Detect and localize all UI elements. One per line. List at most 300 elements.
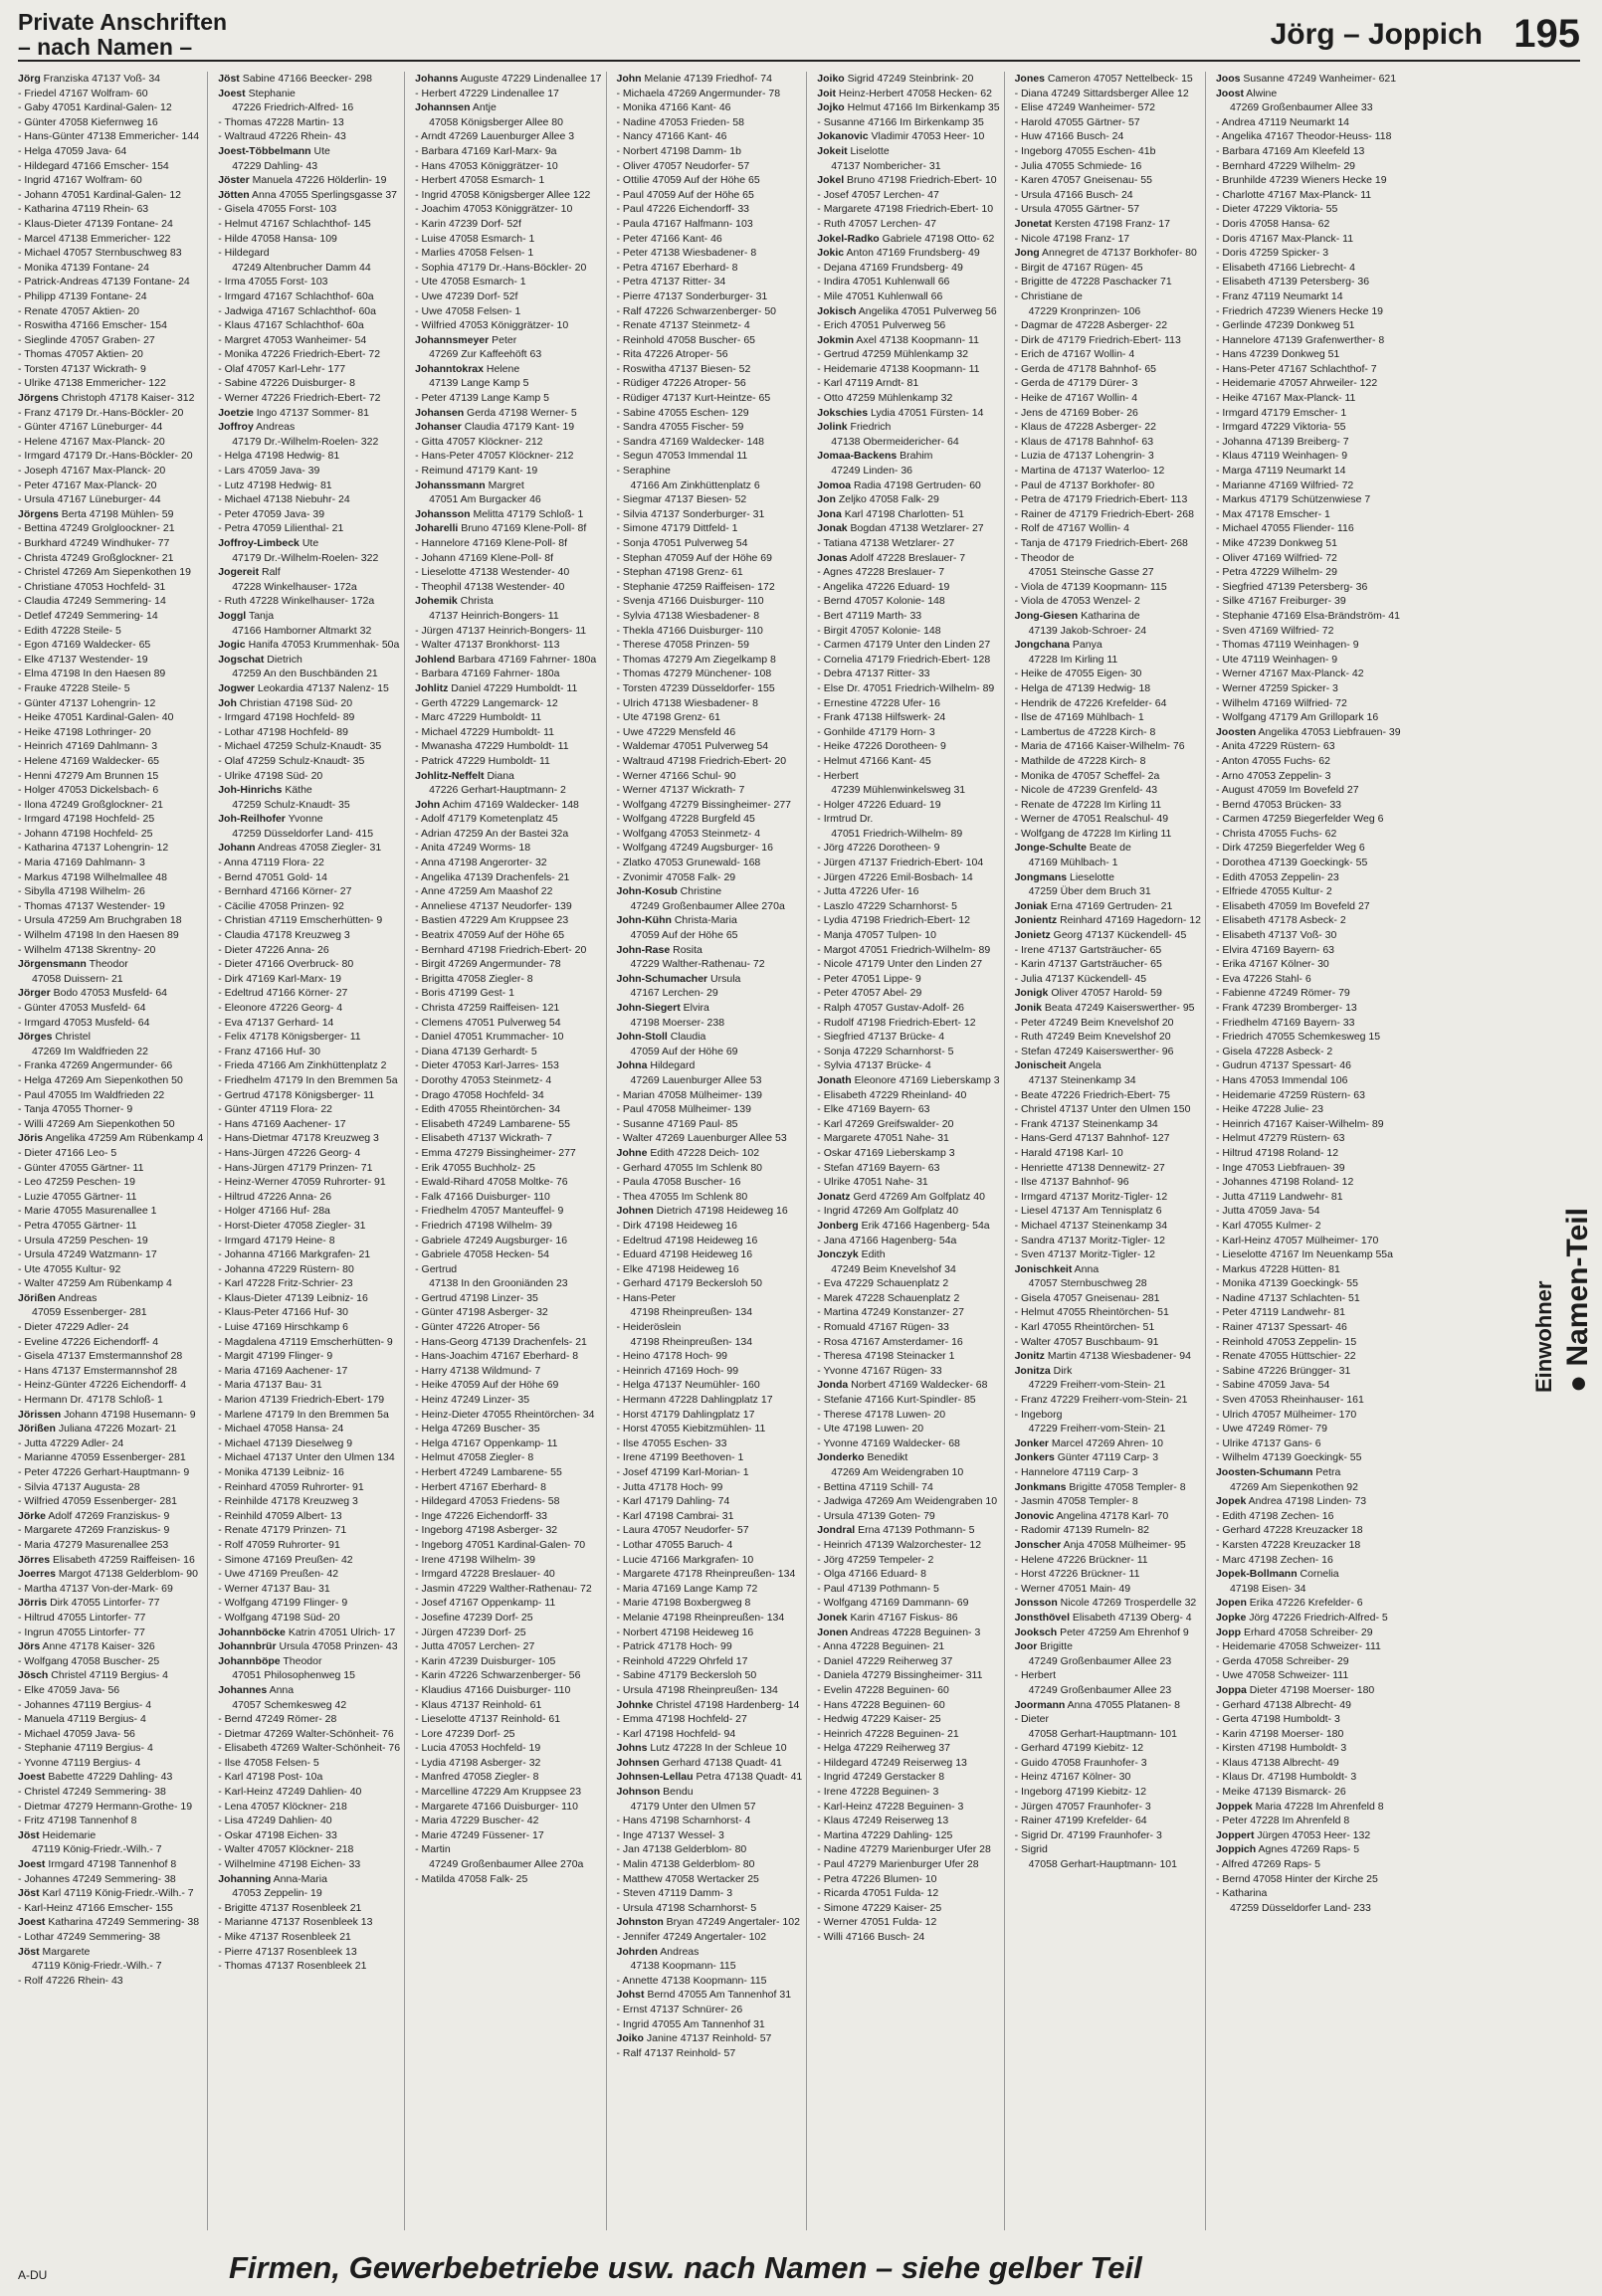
listing-entry: Jörgens Berta 47198 Mühlen- 59	[18, 507, 174, 520]
listing-entry: - Karin 47198 Moerser- 180	[1215, 1727, 1344, 1740]
listing-entry: - Josef 47199 Karl-Morian- 1	[616, 1466, 749, 1478]
listing-entry: - Petra de 47179 Friedrich-Ebert- 113	[1014, 493, 1188, 506]
listing-entry: - Lothar 47055 Baruch- 4	[616, 1538, 733, 1551]
listing-entry: - Gertrud 47178 Königsberger- 11	[218, 1088, 375, 1101]
listing-entry: - Dieter	[1014, 1713, 1049, 1726]
listing-entry: - Werner 47167 Max-Planck- 42	[1215, 668, 1364, 680]
listing-entry: - Klaus de 47228 Asberger- 22	[1014, 421, 1156, 434]
listing-entry: - Paul 47058 Mülheimer- 139	[616, 1103, 751, 1116]
listing-entry: Jonetat Kersten 47198 Franz- 17	[1014, 217, 1170, 230]
listing-entry: - Helene 47169 Waldecker- 65	[18, 754, 160, 767]
listing-entry: - Gerhard 47199 Kiebitz- 12	[1014, 1742, 1144, 1755]
listing-entry: - Elma 47198 In den Haesen 89	[18, 668, 166, 680]
listing-entry: - Heike de 47167 Wollin- 4	[1014, 392, 1138, 405]
listing-entry: - Helga 47269 Buscher- 35	[415, 1423, 540, 1435]
listing-entry: - Annette 47138 Koopmann- 115	[616, 1974, 767, 1987]
listing-entry: - Roswitha 47137 Biesen- 52	[616, 362, 751, 375]
listing-entry: - Stephan 47198 Grenz- 61	[616, 566, 743, 579]
listing-entry: 47051 Steinsche Gasse 27	[1028, 566, 1154, 579]
listing-entry: - Klaudius 47166 Duisburger- 110	[415, 1683, 571, 1696]
listing-entry: - Anton 47055 Fuchs- 62	[1215, 754, 1330, 767]
listing-entry: - Elfriede 47055 Kultur- 2	[1215, 885, 1332, 898]
listing-entry: - Thomas 47279 Münchener- 108	[616, 668, 772, 680]
listing-entry: - Joachim 47053 Königgrätzer- 10	[415, 203, 573, 216]
listing-entry: - Monika de 47057 Scheffel- 2a	[1014, 769, 1160, 782]
listing-entry: 47229 Dahling- 43	[232, 159, 318, 172]
listing-entry: - Hilde 47058 Hansa- 109	[218, 232, 337, 245]
listing-entry: - Elke 47198 Heideweg 16	[616, 1262, 739, 1275]
listing-entry: - Indira 47051 Kuhlenwall 66	[817, 276, 950, 288]
listing-entry: - Hans-Dietmar 47178 Kreuzweg 3	[218, 1132, 379, 1145]
listing-entry: - Olaf 47057 Karl-Lehr- 177	[218, 362, 346, 375]
listing-entry: - Nicole de 47239 Grenfeld- 43	[1014, 784, 1158, 797]
listing-entry: - Michael 47229 Humboldt- 11	[415, 725, 554, 738]
listing-entry: - Helene 47167 Max-Planck- 20	[18, 435, 165, 448]
listing-entry: - Reinhold 47053 Zeppelin- 15	[1215, 1335, 1357, 1348]
listing-entry: - Klaus-Dieter 47139 Fontane- 24	[18, 217, 173, 230]
listing-entry: - Waltraud 47226 Rhein- 43	[218, 130, 346, 143]
listing-entry: - Ewald-Rihard 47058 Moltke- 76	[415, 1176, 568, 1189]
listing-entry: - Ralf 47226 Schwarzenberger- 50	[616, 304, 777, 317]
listing-entry: - Wilhelm 47198 In den Haesen 89	[18, 929, 179, 942]
listing-entry: - Radomir 47139 Rumeln- 82	[1014, 1524, 1149, 1537]
listing-entry: - Petra 47229 Wilhelm- 29	[1215, 566, 1337, 579]
listing-entry: - Paul 47139 Pothmann- 5	[817, 1582, 939, 1595]
listing-entry: Jörke Adolf 47269 Franziskus- 9	[18, 1509, 170, 1522]
listing-entry: - Klaus 47249 Reiserweg 13	[817, 1815, 949, 1827]
listing-entry: - Sibylla 47198 Wilhelm- 26	[18, 885, 145, 898]
listing-entry: - Frieda 47166 Am Zinkhüttenplatz 2	[218, 1059, 387, 1072]
listing-entry: - Ulrich 47057 Mülheimer- 170	[1215, 1408, 1357, 1421]
listing-entry: - Lieselotte 47137 Reinhold- 61	[415, 1713, 561, 1726]
listing-entry: - Hendrik de 47226 Krefelder- 64	[1014, 696, 1167, 709]
listing-entry: - Ralf 47137 Reinhold- 57	[616, 2046, 736, 2059]
listing-entry: - Heike 47198 Lothringer- 20	[18, 725, 151, 738]
listing-entry: Jokeit Liselotte	[817, 144, 890, 157]
listing-entry: 47249 Beim Knevelshof 34	[831, 1262, 956, 1275]
listing-entry: - Paula 47058 Buscher- 16	[616, 1176, 741, 1189]
listing-entry: - Margret 47053 Wanheimer- 54	[218, 333, 367, 346]
listing-entry: - Eveline 47226 Eichendorff- 4	[18, 1335, 159, 1348]
listing-entry: 47058 Königsberger Allee 80	[429, 115, 563, 128]
listing-entry: - Klaus 47138 Albrecht- 49	[1215, 1756, 1339, 1769]
listing-entry: - Walter 47057 Buschbaum- 91	[1014, 1335, 1159, 1348]
listing-entry: - Eduard 47198 Heideweg 16	[616, 1248, 753, 1261]
listing-entry: - Manuela 47119 Bergius- 4	[18, 1713, 146, 1726]
listing-entry: - Friedel 47167 Wolfram- 60	[18, 87, 148, 99]
listing-entry: Johnen Dietrich 47198 Heideweg 16	[616, 1205, 788, 1218]
listing-entry: Jonderko Benedikt	[817, 1451, 908, 1464]
listing-entry: - Günter 47167 Lüneburger- 44	[18, 421, 163, 434]
listing-entry: Johne Edith 47228 Deich- 102	[616, 1146, 760, 1159]
listing-entry: - Brigitte 47137 Rosenbleek 21	[218, 1901, 362, 1914]
listing-entry: - Ingeborg 47198 Asberger- 32	[415, 1524, 558, 1537]
listing-entry: - Otto 47259 Mühlenkamp 32	[817, 392, 953, 405]
listing-entry: - Horst 47179 Dahlingplatz 17	[616, 1408, 755, 1421]
listing-entry: - Josefine 47239 Dorf- 25	[415, 1611, 533, 1624]
listing-entry: - Claudia 47178 Kreuzweg 3	[218, 929, 350, 942]
listing-entry: - Olaf 47259 Schulz-Knaudt- 35	[218, 754, 365, 767]
listing-entry: - Maria 47169 Dahlmann- 3	[18, 857, 145, 869]
listing-entry: - Gertrud	[415, 1262, 458, 1275]
listing-entry: - Maria 47137 Bau- 31	[218, 1379, 322, 1392]
listing-entry: 47198 Rheinpreußen- 134	[630, 1335, 753, 1348]
listing-entry: 47229 Walther-Rathenau- 72	[630, 958, 765, 971]
listing-entry: - Joseph 47167 Max-Planck- 20	[18, 465, 166, 478]
listing-entry: - Marianne 47169 Wilfried- 72	[1215, 478, 1354, 491]
listing-entry: - Ruth 47249 Beim Knevelshof 20	[1014, 1031, 1171, 1044]
listing-entry: - Ingeborg 47055 Eschen- 41b	[1014, 144, 1156, 157]
side-tab	[1517, 995, 1594, 1393]
listing-entry: Johlend Barbara 47169 Fahrner- 180a	[415, 653, 597, 666]
listing-entry: - Heidemarie 47057 Ahrweiler- 122	[1215, 377, 1378, 390]
listing-entry: - Agnes 47228 Breslauer- 7	[817, 566, 945, 579]
listing-entry: - Inge 47137 Wessel- 3	[616, 1828, 724, 1841]
listing-entry: - Drago 47058 Hochfeld- 34	[415, 1088, 544, 1101]
listing-entry: - Malin 47138 Gelderblom- 80	[616, 1858, 755, 1871]
listing-entry: - Franz 47229 Freiherr-vom-Stein- 21	[1014, 1394, 1188, 1407]
listing-entry: Johannböcke Katrin 47051 Ulrich- 17	[218, 1626, 396, 1638]
listing-entry: - Thomas 47137 Rosenbleek 21	[218, 1960, 367, 1973]
listing-entry: - Karin 47239 Dorf- 52f	[415, 217, 521, 230]
listing-entry: - Marie 47249 Füssener- 17	[415, 1828, 544, 1841]
listing-entry: - Karin 47239 Duisburger- 105	[415, 1654, 556, 1667]
listing-entry: - Franz 47179 Dr.-Hans-Böckler- 20	[18, 406, 184, 419]
listing-entry: - Ingeborg 47051 Kardinal-Galen- 70	[415, 1538, 586, 1551]
listing-entry: - Stephanie 47259 Raiffeisen- 172	[616, 580, 775, 593]
listing-entry: - Ulrike 47138 Emmericher- 122	[18, 377, 166, 390]
listing-entry: - Ursula 47167 Lüneburger- 44	[18, 493, 161, 506]
listing-entry: - Dorothea 47139 Goeckingk- 55	[1215, 857, 1368, 869]
listing-entry: - Klaus-Peter 47166 Huf- 30	[218, 1306, 348, 1319]
listing-entry: - Hildegard 47166 Emscher- 154	[18, 159, 169, 172]
listing-entry: Johannsen Antje	[415, 101, 497, 114]
listing-entry: 47166 Am Zinkhüttenplatz 6	[630, 478, 760, 491]
listing-entry: Jonkers Günter 47119 Carp- 3	[1014, 1451, 1159, 1464]
listing-entry: 47058 Duissern- 21	[32, 972, 123, 985]
listing-entry: - Sandra 47055 Fischer- 59	[616, 421, 744, 434]
listing-entry: - Gisela 47057 Gneisenau- 281	[1014, 1291, 1160, 1304]
listing-entry: - Ursula 47259 Am Bruchgraben 18	[18, 914, 182, 927]
listing-entry: - Ingeborg 47199 Kiebitz- 12	[1014, 1786, 1147, 1799]
listing-entry: - Birgit 47269 Angermunder- 78	[415, 958, 561, 971]
listing-entry: - Daniel 47051 Krummacher- 10	[415, 1031, 564, 1044]
listing-entry: - Heike 47051 Kardinal-Galen- 40	[18, 711, 174, 724]
listing-entry: - Ute 47058 Esmarch- 1	[415, 276, 526, 288]
listing-entry: - Thomas 47119 Weinhagen- 9	[1215, 639, 1359, 652]
listing-entry: 47179 Unter den Ulmen 57	[630, 1800, 756, 1813]
listing-entry: - Rainer de 47179 Friedrich-Ebert- 268	[1014, 507, 1194, 520]
listing-entry: - Hans 47053 Immendal 106	[1215, 1073, 1348, 1086]
listing-entry: - Segun 47053 Immendal 11	[616, 450, 748, 463]
listing-entry: - Gertrud 47259 Mühlenkamp 32	[817, 348, 969, 361]
listing-entry: - Margot 47051 Friedrich-Wilhelm- 89	[817, 943, 991, 956]
listing-entry: - Günter 47058 Kiefernweg 16	[18, 115, 158, 128]
listing-entry: - Karl 47198 Cambrai- 31	[616, 1509, 734, 1522]
listing-entry: - Wolfgang 47279 Bissingheimer- 277	[616, 798, 792, 811]
listing-entry: - Heike 47228 Julie- 23	[1215, 1103, 1323, 1116]
listing-entry: - Jürgen 47137 Heinrich-Bongers- 11	[415, 624, 587, 637]
listing-column	[817, 72, 1004, 2230]
listing-entry: - Ursula 47055 Gärtner- 57	[1014, 203, 1140, 216]
listing-entry: - Hans 47228 Beguinen- 60	[817, 1698, 945, 1711]
listing-entry: - Hans-Jürgen 47226 Georg- 4	[218, 1146, 361, 1159]
listing-entry: - Marga 47119 Neumarkt 14	[1215, 465, 1346, 478]
listing-entry: Jogwer Leokardia 47137 Nalenz- 15	[218, 681, 389, 694]
footer-note: Firmen, Gewerbebetriebe usw. nach Namen – siehe gelber Teil	[229, 2250, 1142, 2285]
listing-entry: - Renate 47057 Aktien- 20	[18, 304, 140, 317]
listing-entry: - Ute 47119 Weinhagen- 9	[1215, 653, 1338, 666]
listing-entry: - Walter 47269 Lauenburger Allee 53	[616, 1132, 787, 1145]
listing-entry: - Ilse 47058 Felsen- 5	[218, 1756, 319, 1769]
listing-entry: - Norbert 47198 Damm- 1b	[616, 144, 741, 157]
listing-entry: - Marek 47228 Schauenplatz 2	[817, 1291, 960, 1304]
listing-entry: - Wolfgang 47199 Flinger- 9	[218, 1597, 348, 1610]
listing-entry: - Peter 47167 Max-Planck- 20	[18, 478, 157, 491]
listing-entry: - Martina 47229 Dahling- 125	[817, 1828, 953, 1841]
listing-entry: 47053 Zeppelin- 19	[232, 1887, 322, 1900]
listing-entry: - Peter 47057 Abel- 29	[817, 987, 922, 1000]
listing-entry: - Thea 47055 Im Schlenk 80	[616, 1190, 748, 1203]
listing-entry: - Sabine 47055 Eschen- 129	[616, 406, 749, 419]
listing-entry: - Doris 47167 Max-Planck- 11	[1215, 232, 1354, 245]
listing-entry: 47137 Heinrich-Bongers- 11	[429, 609, 559, 622]
listing-entry: - Friedhelm 47179 In den Bremmen 5a	[218, 1073, 398, 1086]
listing-entry: - Monika 47226 Friedrich-Ebert- 72	[218, 348, 381, 361]
listing-entry: Jokel Bruno 47198 Friedrich-Ebert- 10	[817, 174, 997, 187]
listing-entry: - Gerda 47058 Schreiber- 29	[1215, 1654, 1349, 1667]
listing-entry: - Barbara 47169 Am Kleefeld 13	[1215, 144, 1365, 157]
listing-entry: Johannes Anna	[218, 1683, 295, 1696]
listing-entry: - Tanja 47055 Thorner- 9	[18, 1103, 133, 1116]
listing-entry: Jokic Anton 47169 Frundsberg- 49	[817, 247, 980, 260]
listing-entry: - Peter 47138 Wiesbadener- 8	[616, 247, 757, 260]
listing-entry: - Wolfgang 47198 Süd- 20	[218, 1611, 340, 1624]
listing-entry: Joor Brigitte	[1014, 1640, 1073, 1653]
listing-entry: Jonitza Dirk	[1014, 1364, 1073, 1377]
listing-entry: - Maria 47169 Lange Kamp 72	[616, 1582, 758, 1595]
listing-entry: Jokschies Lydia 47051 Fürsten- 14	[817, 406, 984, 419]
listing-entry: - Heino 47178 Hoch- 99	[616, 1350, 728, 1363]
listing-entry: Jonak Bogdan 47138 Wetzlarer- 27	[817, 522, 984, 535]
listing-entry: - Dirk 47169 Karl-Marx- 19	[218, 972, 341, 985]
listing-entry: - Michael 47137 Unter den Ulmen 134	[218, 1451, 395, 1464]
listing-entry: - Tanja de 47179 Friedrich-Ebert- 268	[1014, 537, 1188, 549]
listing-entry: - Ruth 47057 Lerchen- 47	[817, 217, 936, 230]
listing-entry: Jonsthövel Elisabeth 47139 Oberg- 4	[1014, 1611, 1192, 1624]
listing-entry: - Mike 47239 Donkweg 51	[1215, 537, 1337, 549]
listing-entry: - Harald 47198 Karl- 10	[1014, 1146, 1123, 1159]
listing-entry: - Hans 47137 Emstermannshof 28	[18, 1364, 177, 1377]
listing-column	[1216, 72, 1405, 2230]
listing-entry: Joest Babette 47229 Dahling- 43	[18, 1771, 173, 1784]
listing-entry: - Inge 47226 Eichendorff- 33	[415, 1509, 548, 1522]
listing-entry: - Wilhelm 47139 Goeckingk- 55	[1215, 1451, 1362, 1464]
listing-entry: - Stefan 47249 Kaiserswerther- 96	[1014, 1045, 1174, 1057]
listing-entry: - Karl 47198 Hochfeld- 94	[616, 1727, 736, 1740]
listing-entry: - Gabriele 47058 Hecken- 54	[415, 1248, 549, 1261]
listing-entry: - Dietmar 47269 Walter-Schönheit- 76	[218, 1727, 394, 1740]
listing-entry: - Hermann Dr. 47178 Schloß- 1	[18, 1394, 163, 1407]
listing-entry: Jonovic Angelina 47178 Karl- 70	[1014, 1509, 1169, 1522]
listing-entry: - Michael 47137 Steinenkamp 34	[1014, 1219, 1168, 1232]
listing-entry: - Siegfried 47139 Petersberg- 36	[1215, 580, 1368, 593]
listing-entry: - Harry 47138 Wildmund- 7	[415, 1364, 541, 1377]
section-title-line2: – nach Namen –	[18, 34, 193, 60]
listing-entry: - Herbert 47249 Lambarene- 55	[415, 1466, 562, 1478]
listing-entry: - Hannelore 47139 Grafenwerther- 8	[1215, 333, 1385, 346]
listing-entry: - Katharina 47119 Rhein- 63	[18, 203, 149, 216]
listing-entry: - Margarete 47178 Rheinpreußen- 134	[616, 1568, 796, 1581]
listing-entry: - Lena 47057 Klöckner- 218	[218, 1800, 347, 1813]
listing-entry: - Dieter 47166 Overbruck- 80	[218, 958, 354, 971]
listing-entry: - Ingrun 47055 Lintorfer- 77	[18, 1626, 145, 1638]
listing-entry: - Sylvia 47138 Wiesbadener- 8	[616, 609, 760, 622]
listing-entry: Jonitz Martin 47138 Wiesbadener- 94	[1014, 1350, 1191, 1363]
listing-entry: - Helmut 47058 Ziegler- 8	[415, 1451, 534, 1464]
listing-entry: Joppa Dieter 47198 Moerser- 180	[1215, 1683, 1375, 1696]
listing-entry: - Luzia de 47137 Lohengrin- 3	[1014, 450, 1154, 463]
listing-entry: - Jasmin 47058 Templer- 8	[1014, 1495, 1138, 1508]
listing-entry: - Lydia 47198 Friedrich-Ebert- 12	[817, 914, 970, 927]
listing-entry: - Brigitte de 47228 Paschacker 71	[1014, 276, 1172, 288]
listing-entry: - Werner 47137 Bau- 31	[218, 1582, 330, 1595]
listing-entry: - Maria 47279 Masurenallee 253	[18, 1538, 169, 1551]
listing-entry: - Jasmin 47229 Walther-Rathenau- 72	[415, 1582, 592, 1595]
listing-entry: - Erich de 47167 Wollin- 4	[1014, 348, 1135, 361]
listing-entry: - Yvonne 47169 Waldecker- 68	[817, 1436, 960, 1449]
listing-entry: - Jutta 47119 Landwehr- 81	[1215, 1190, 1343, 1203]
listing-entry: 47229 Freiherr-vom-Stein- 21	[1028, 1379, 1166, 1392]
listing-entry: - Irmgard 47053 Musfeld- 64	[18, 1016, 150, 1029]
listing-entry: - Christa 47055 Fuchs- 62	[1215, 827, 1337, 840]
listing-entry: - Karl-Heinz 47166 Emscher- 155	[18, 1901, 173, 1914]
listing-entry: - Werner 47166 Schul- 90	[616, 769, 736, 782]
listing-entry: - Renate de 47228 Im Kirling 11	[1014, 798, 1162, 811]
listing-entry: - Christel 47269 Am Siepenkothen 19	[18, 566, 191, 579]
listing-entry: - Renate 47055 Hüttschier- 22	[1215, 1350, 1356, 1363]
listing-entry: - Peter 47139 Lange Kamp 5	[415, 392, 549, 405]
listing-entry: - Elisabeth 47249 Lambarene- 55	[415, 1117, 570, 1130]
listing-entry: - Heinrich 47139 Walzorchester- 12	[817, 1538, 982, 1551]
listing-entry: - Rolf de 47167 Wollin- 4	[1014, 522, 1129, 535]
listing-entry: - Klaus Dr. 47198 Humboldt- 3	[1215, 1771, 1357, 1784]
listing-entry: - Barbara 47169 Karl-Marx- 9a	[415, 144, 557, 157]
listing-entry: - Dirk 47198 Heideweg 16	[616, 1219, 737, 1232]
listing-entry: - Erik 47055 Buchholz- 25	[415, 1161, 535, 1174]
listing-entry: - Frank 47239 Bromberger- 13	[1215, 1002, 1357, 1014]
listing-entry: 47166 Hamborner Altmarkt 32	[232, 624, 372, 637]
listing-entry: - Ernestine 47228 Ufer- 16	[817, 696, 941, 709]
listing-entry: 47269 Großenbaumer Allee 33	[1229, 101, 1373, 114]
listing-entry: - Werner de 47051 Realschul- 49	[1014, 813, 1169, 826]
listing-entry: - Steven 47119 Damm- 3	[616, 1887, 733, 1900]
listing-entry: - Thomas 47057 Aktien- 20	[18, 348, 143, 361]
listing-entry: - Franka 47269 Angermunder- 66	[18, 1059, 173, 1072]
listing-entry: - Dejana 47169 Frundsberg- 49	[817, 261, 963, 274]
listing-entry: Johnke Christel 47198 Hardenberg- 14	[616, 1698, 800, 1711]
listing-entry: - Elvira 47169 Bayern- 63	[1215, 943, 1335, 956]
listing-entry: - Irmgard 47198 Hochfeld- 25	[18, 813, 155, 826]
listing-entry: Jomoa Radia 47198 Gertruden- 60	[817, 478, 981, 491]
listing-entry: - Karl-Heinz 47249 Dahlien- 40	[218, 1786, 362, 1799]
listing-entry: - Erika 47167 Kölner- 30	[1215, 958, 1329, 971]
listing-entry: - Herbert	[817, 769, 859, 782]
listing-entry: - Margarete 47269 Franziskus- 9	[18, 1524, 170, 1537]
listing-entry: - Uwe 47169 Preußen- 42	[218, 1568, 339, 1581]
listing-entry: - Marie 47198 Boxbergweg 8	[616, 1597, 751, 1610]
listing-entry: Johnsen Gerhard 47138 Quadt- 41	[616, 1756, 782, 1769]
listing-entry: Jonietz Georg 47137 Kückendell- 45	[1014, 929, 1187, 942]
listing-entry: - Sabine 47226 Brüngger- 31	[1215, 1364, 1351, 1377]
listing-entry: - Susanne 47166 Im Birkenkamp 35	[817, 115, 984, 128]
listing-entry: - Günter 47137 Lohengrin- 12	[18, 696, 156, 709]
listing-entry: 47179 Dr.-Wilhelm-Roelen- 322	[232, 551, 379, 564]
listing-entry: - Oliver 47057 Neudorfer- 57	[616, 159, 750, 172]
listing-entry: - Max 47178 Emscher- 1	[1215, 507, 1330, 520]
listing-entry: - Hannelore 47169 Klene-Poll- 8f	[415, 537, 568, 549]
listing-column	[617, 72, 808, 2230]
listing-entry: - Sandra 47137 Moritz-Tigler- 12	[1014, 1234, 1165, 1246]
listing-entry: 47139 Jakob-Schroer- 24	[1028, 624, 1147, 637]
listing-entry: Joppich Agnes 47269 Raps- 5	[1215, 1843, 1360, 1856]
listing-entry: Joest Irmgard 47198 Tannenhof 8	[18, 1858, 177, 1871]
listing-entry: - Irene 47198 Wilhelm- 39	[415, 1553, 535, 1566]
listing-entry: - Harold 47055 Gärtner- 57	[1014, 115, 1140, 128]
listing-entry: - Paul de 47137 Borkhofer- 80	[1014, 478, 1155, 491]
listing-entry: - Wilhelm 47169 Wilfried- 72	[1215, 696, 1347, 709]
listing-entry: - Klaus-Dieter 47139 Leibniz- 16	[218, 1291, 368, 1304]
listing-entry: 47249 Altenbrucher Damm 44	[232, 261, 371, 274]
listing-entry: - Jens de 47169 Bober- 26	[1014, 406, 1138, 419]
listing-entry: - Heinrich 47167 Kaiser-Wilhelm- 89	[1215, 1117, 1384, 1130]
listing-entry: - Paul 47059 Auf der Höhe 65	[616, 188, 754, 201]
listing-entry: - Bernd 47051 Gold- 14	[218, 870, 327, 883]
listing-entry: Jonge-Schulte Beate de	[1014, 842, 1131, 855]
listing-entry: Jonsson Nicole 47269 Trosperdelle 32	[1014, 1597, 1197, 1610]
listing-entry: - Peter 47166 Kant- 46	[616, 232, 722, 245]
listing-entry: - Luise 47169 Hirschkamp 6	[218, 1321, 348, 1334]
listing-entry: Johanns Auguste 47229 Lindenallee 17	[415, 73, 602, 85]
listing-entry: Jörgensmann Theodor	[18, 958, 128, 971]
listing-entry: - Reinhard 47059 Ruhrorter- 91	[218, 1480, 364, 1493]
listing-entry: - Lambertus de 47228 Kirch- 8	[1014, 725, 1156, 738]
listing-entry: - Beatrix 47059 Auf der Höhe 65	[415, 929, 565, 942]
listing-entry: - Gisela 47055 Forst- 103	[218, 203, 337, 216]
listing-entry: Johann Andreas 47058 Ziegler- 31	[218, 842, 382, 855]
listing-entry: - Peter 47059 Java- 39	[218, 507, 325, 520]
listing-entry: - Elisabeth 47166 Liebrecht- 4	[1215, 261, 1356, 274]
listing-entry: - Margit 47199 Flinger- 9	[218, 1350, 333, 1363]
listing-entry: - Sandra 47169 Waldecker- 148	[616, 435, 764, 448]
listing-entry: - Walter 47137 Bronkhorst- 113	[415, 639, 560, 652]
listing-entry: - Falk 47166 Duisburger- 110	[415, 1190, 550, 1203]
listing-entry: - Martina de 47137 Waterloo- 12	[1014, 465, 1165, 478]
listing-entry: Johannsmeyer Peter	[415, 333, 517, 346]
listing-entry: Jonberg Erik 47166 Hagenberg- 54a	[817, 1219, 990, 1232]
listing-entry: Jonscher Anja 47058 Mülheimer- 95	[1014, 1538, 1186, 1551]
listing-entry: - Michael 47057 Sternbuschweg 83	[18, 247, 182, 260]
listing-entry: - Irene 47228 Beguinen- 3	[817, 1786, 939, 1799]
listing-entry: - Bernd 47057 Kolonie- 148	[817, 595, 945, 608]
listing-entry: Jörgens Christoph 47178 Kaiser- 312	[18, 392, 195, 405]
listing-entry: - Uwe 47229 Mensfeld 46	[616, 725, 736, 738]
listing-entry: - Clemens 47051 Pulverweg 54	[415, 1016, 561, 1029]
listing-entry: - Marian 47058 Mülheimer- 139	[616, 1088, 763, 1101]
listing-entry: - Markus 47198 Wilhelmallee 48	[18, 870, 167, 883]
listing-entry: - Klaus de 47178 Bahnhof- 63	[1014, 435, 1154, 448]
listing-entry: - Michaela 47269 Angermunder- 78	[616, 87, 781, 99]
